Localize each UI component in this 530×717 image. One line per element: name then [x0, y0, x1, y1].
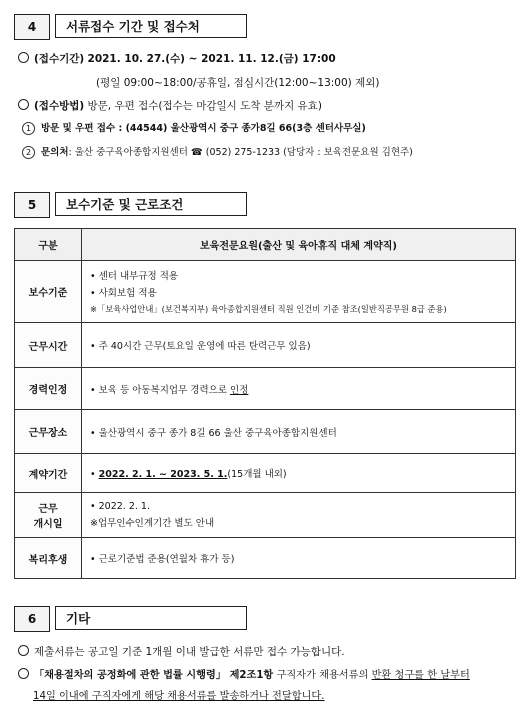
contract-dates: 2022. 2. 1. ~ 2023. 5. 1. [98, 469, 228, 480]
circle-bullet-icon [18, 668, 29, 679]
period-line [18, 52, 336, 66]
row-content [82, 261, 516, 323]
table-row [15, 261, 516, 323]
table-row [15, 454, 516, 493]
underlined-text: 14일 이내에 구직자에게 해당 채용서류를 발송하거나 전달합니다. [33, 691, 325, 702]
row-content [82, 368, 516, 410]
law-reference: 「채용절차의 공정화에 관한 법률 시행령」 제2조1항 [34, 670, 274, 681]
row-content [82, 493, 516, 538]
row-content [82, 454, 516, 493]
row-text: • 울산광역시 중구 종가 8길 66 울산 중구육아종합지원센터 [90, 427, 337, 439]
table-row [15, 493, 516, 538]
row-label: 복리후생 [15, 538, 82, 579]
row-label: 보수기준 [15, 261, 82, 323]
row-text: (15개월 내외) [227, 469, 287, 480]
table-row [15, 538, 516, 579]
visit-mail-text: 방문 및 우편 접수 : (44544) 울산광역시 중구 종가8길 66(3층 센터사무실) [41, 123, 366, 134]
period-label: (접수기간) [34, 53, 85, 65]
label-line: 근무 [38, 504, 58, 515]
section-title: 기타 [55, 606, 247, 630]
circled-number-icon: 1 [22, 122, 35, 135]
circle-bullet-icon [18, 52, 29, 63]
etc-line-2 [18, 668, 470, 683]
header-position: 보육전문요원(출산 및 육아휴직 대체 계약직) [82, 229, 516, 261]
table-header-row [15, 229, 516, 261]
inquiry-text: : 울산 중구육아종합지원센터 ☎ (052) 275-1233 (담당자 : 보육전문요원 김현주) [68, 147, 413, 158]
method-value: 방문, 우편 접수(접수는 마감일시 도착 분까지 유효) [87, 100, 322, 112]
row-label: 근무장소 [15, 410, 82, 454]
row-text: • 보육 등 아동복지업무 경력으로 [90, 384, 231, 396]
label-line: 개시일 [33, 519, 63, 530]
bullet-text: • 사회보험 적용 [90, 287, 157, 299]
circle-bullet-icon [18, 99, 29, 110]
visit-mail-line [22, 122, 366, 136]
conditions-table [14, 228, 516, 579]
note-text: ※「보육사업안내」(보건복지부) 육아종합지원센터 직원 인건비 기준 참조(일반직공무원 8급 준용) [90, 303, 447, 314]
row-content [82, 538, 516, 579]
etc-text: 제출서류는 공고일 기준 1개월 이내 발급한 서류만 접수 가능합니다. [34, 646, 345, 658]
row-label: 계약기간 [15, 454, 82, 493]
period-detail: (평일 09:00~18:00/공휴일, 점심시간(12:00~13:00) 제외) [96, 77, 380, 89]
inquiry-label: 문의처 [41, 147, 69, 158]
method-label: (접수방법) [34, 100, 85, 112]
bullet-text: • 센터 내부규정 적용 [90, 270, 179, 282]
row-text: • 근로기준법 준용(연월차 휴가 등) [90, 554, 235, 565]
underlined-text: 반환 청구를 한 날부터 [371, 670, 470, 681]
row-label: 근무시간 [15, 323, 82, 368]
row-label: 경력인정 [15, 368, 82, 410]
etc-line-3 [33, 690, 325, 704]
row-content [82, 323, 516, 368]
underlined-text: 인정 [230, 384, 249, 396]
period-value: 2021. 10. 27.(수) ~ 2021. 11. 12.(금) 17:00 [87, 53, 336, 65]
table-row [15, 410, 516, 454]
table-row [15, 368, 516, 410]
header-category: 구분 [15, 229, 82, 261]
section-number: 6 [14, 606, 50, 632]
inquiry-line [22, 146, 413, 160]
section-title: 서류접수 기간 및 접수처 [55, 14, 247, 38]
circle-bullet-icon [18, 645, 29, 656]
row-text: • [90, 469, 99, 480]
note-text: ※업무인수인계기간 별도 안내 [90, 518, 215, 529]
section-number: 5 [14, 192, 50, 218]
section-number: 4 [14, 14, 50, 40]
circled-number-icon: 2 [22, 146, 35, 159]
bullet-text: • 2022. 2. 1. [90, 501, 150, 512]
etc-text: 구직자가 채용서류의 [273, 670, 372, 681]
etc-line-1 [18, 645, 345, 659]
row-label [15, 493, 82, 538]
section-title: 보수기준 및 근로조건 [55, 192, 247, 216]
method-line [18, 99, 322, 113]
table-row [15, 323, 516, 368]
row-text: • 주 40시간 근무(토요일 운영에 따른 탄력근무 있음) [90, 341, 311, 352]
row-content [82, 410, 516, 454]
